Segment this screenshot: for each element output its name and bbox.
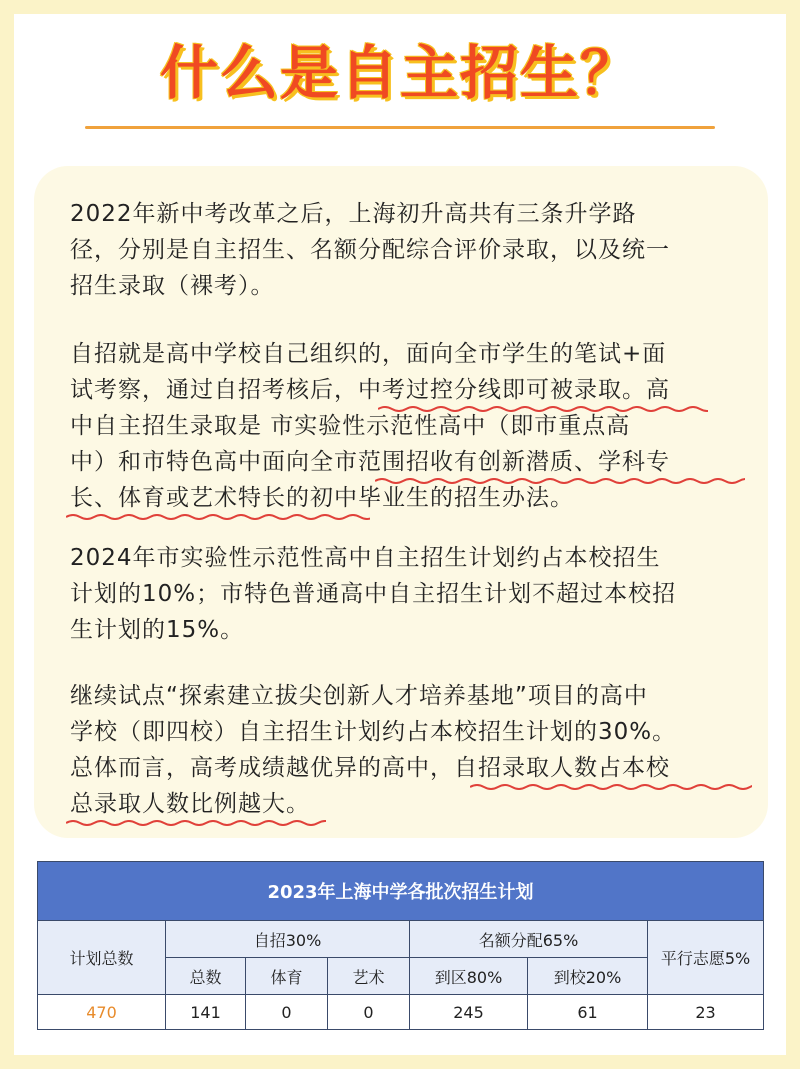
subheader-school: 到校20% <box>528 958 648 995</box>
cell-district: 245 <box>410 995 528 1030</box>
line: 总体而言，高考成绩越优异的高中，自招录取人数占本校 <box>70 755 670 781</box>
header-group-quota: 名额分配65% <box>410 921 648 958</box>
subheader-sports: 体育 <box>246 958 328 995</box>
line: 试考察，通过自招考核后，中考过控分线即可被录取。高 <box>70 377 670 403</box>
cell-arts: 0 <box>328 995 410 1030</box>
cell-parallel: 23 <box>648 995 764 1030</box>
paragraph-3 <box>70 540 750 648</box>
table-title: 2023年上海中学各批次招生计划 <box>38 862 764 921</box>
line: 招生录取（裸考）。 <box>70 273 275 299</box>
paragraph-2 <box>70 336 750 516</box>
line: 2024年市实验性示范性高中自主招生计划约占本校招生 <box>70 545 661 571</box>
paragraph-4 <box>70 678 750 822</box>
line: 总录取人数比例越大。 <box>70 791 310 817</box>
line: 生计划的15%。 <box>70 617 245 643</box>
line: 径，分别是自主招生、名额分配综合评价录取，以及统一 <box>70 237 670 263</box>
plan-table-wrapper <box>37 861 763 1030</box>
line: 中）和市特色高中面向全市范围招收有创新潜质、学科专 <box>70 449 670 475</box>
wavy-underline <box>66 513 370 521</box>
page-title: 什么是自主招生？ <box>159 39 640 107</box>
table-row <box>38 995 764 1030</box>
title-divider <box>85 126 715 129</box>
line: 学校（即四校）自主招生计划约占本校招生计划的30%。 <box>70 719 677 745</box>
line: 计划的10%；市特色普通高中自主招生计划不超过本校招 <box>70 581 677 607</box>
cell-zizhao-total: 141 <box>166 995 246 1030</box>
header-total: 计划总数 <box>38 921 166 995</box>
wavy-underline <box>375 477 745 485</box>
wavy-underline <box>66 819 326 827</box>
paragraph-1 <box>70 196 750 304</box>
admission-plan-table <box>37 861 764 1030</box>
line: 中自主招生录取是 市实验性示范性高中（即市重点高 <box>70 413 631 439</box>
subheader-total: 总数 <box>166 958 246 995</box>
wavy-underline <box>470 783 752 791</box>
subheader-arts: 艺术 <box>328 958 410 995</box>
header-group-zizhao: 自招30% <box>166 921 410 958</box>
line: 自招就是高中学校自己组织的，面向全市学生的笔试+面 <box>70 341 667 367</box>
cell-school: 61 <box>528 995 648 1030</box>
cell-total: 470 <box>38 995 166 1030</box>
header-parallel: 平行志愿5% <box>648 921 764 995</box>
line: 长、体育或艺术特长的初中毕业生的招生办法。 <box>70 485 574 511</box>
wavy-underline <box>378 405 708 413</box>
line: 2022年新中考改革之后，上海初升高共有三条升学路 <box>70 201 637 227</box>
line: 继续试点“探索建立拔尖创新人才培养基地”项目的高中 <box>70 683 648 709</box>
subheader-district: 到区80% <box>410 958 528 995</box>
cell-sports: 0 <box>246 995 328 1030</box>
